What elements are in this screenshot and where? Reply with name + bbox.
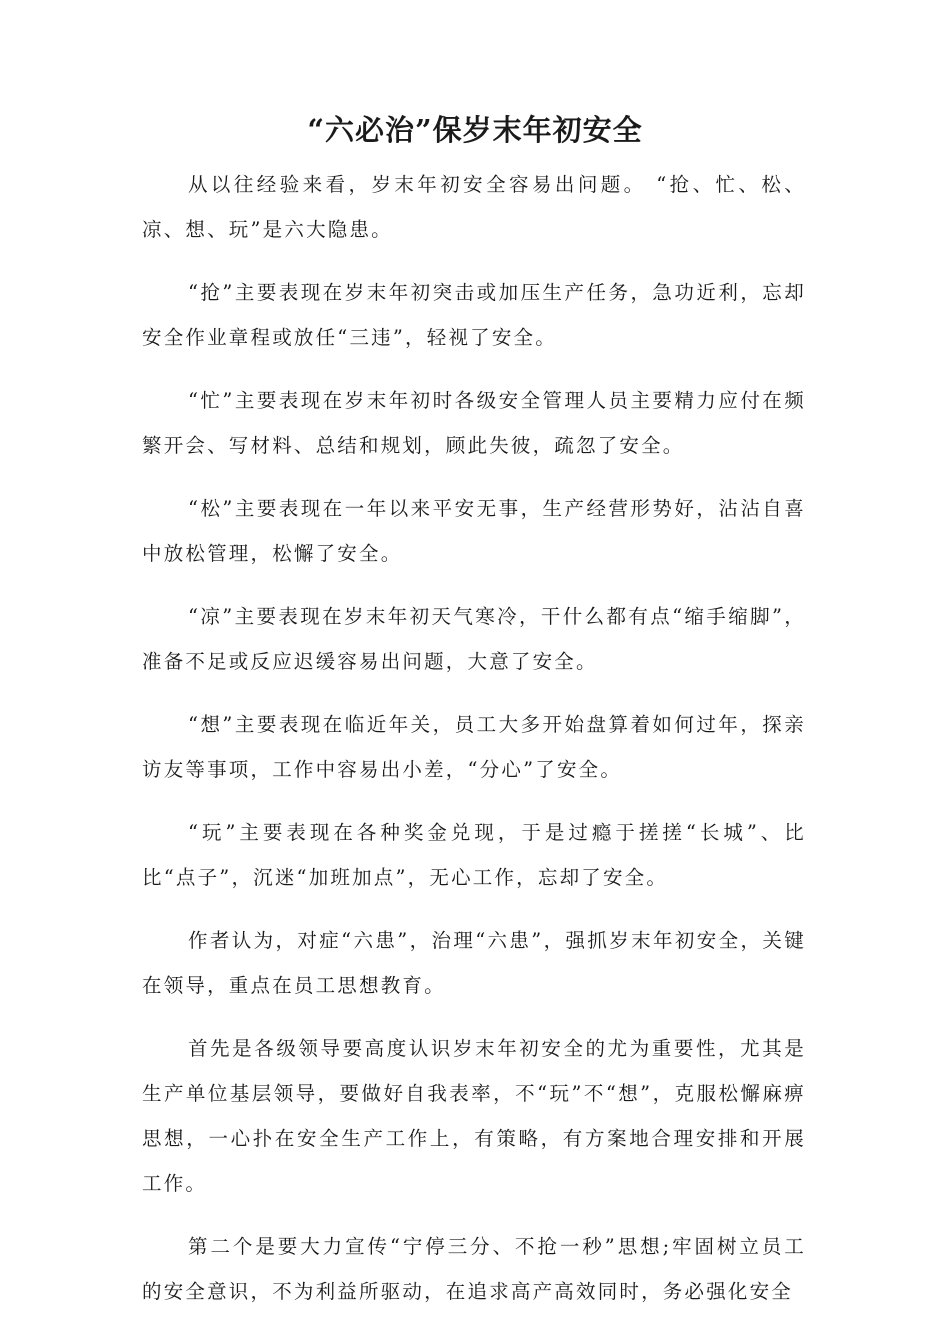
paragraph-intro: 从以往经验来看，岁末年初安全容易出问题。 “抢、忙、松、凉、想、玩”是六大隐患。 [142, 173, 806, 241]
document-title: “六必治”保岁末年初安全 [307, 113, 643, 147]
paragraph-liang: “凉”主要表现在岁末年初天气寒冷，干什么都有点“缩手缩脚”，准备不足或反应迟缓容易出问题，大意了安全。 [142, 605, 806, 673]
paragraph-song: “松”主要表现在一年以来平安无事，生产经营形势好，沾沾自喜中放松管理，松懈了安全。 [142, 497, 806, 565]
paragraph-qiang: “抢”主要表现在岁末年初突击或加压生产任务，急功近利，忘却安全作业章程或放任“三违”，轻视了安全。 [142, 281, 806, 349]
paragraph-second-point: 第二个是要大力宣传“宁停三分、不抢一秒”思想;牢固树立员工的安全意识，不为利益所驱动，在追求高产高效同时，务必强化安全 [142, 1235, 806, 1303]
paragraph-first-point: 首先是各级领导要高度认识岁末年初安全的尤为重要性，尤其是生产单位基层领导，要做好自我表率，不“玩”不“想”，克服松懈麻痹思想，一心扑在安全生产工作上，有策略，有方案地合理安排和开展工作。 [142, 1037, 806, 1195]
paragraph-xiang: “想”主要表现在临近年关，员工大多开始盘算着如何过年，探亲访友等事项，工作中容易出小差，“分心”了安全。 [142, 713, 806, 781]
paragraph-mang: “忙”主要表现在岁末年初时各级安全管理人员主要精力应付在频繁开会、写材料、总结和规划，顾此失彼，疏忽了安全。 [142, 389, 806, 457]
paragraph-author-view: 作者认为，对症“六患”，治理“六患”，强抓岁末年初安全，关键在领导，重点在员工思想教育。 [142, 929, 806, 997]
document-body [142, 162, 806, 1332]
paragraph-wan: “玩”主要表现在各种奖金兑现，于是过瘾于搓搓“长城”、比比“点子”，沉迷“加班加点”，无心工作，忘却了安全。 [142, 821, 806, 889]
